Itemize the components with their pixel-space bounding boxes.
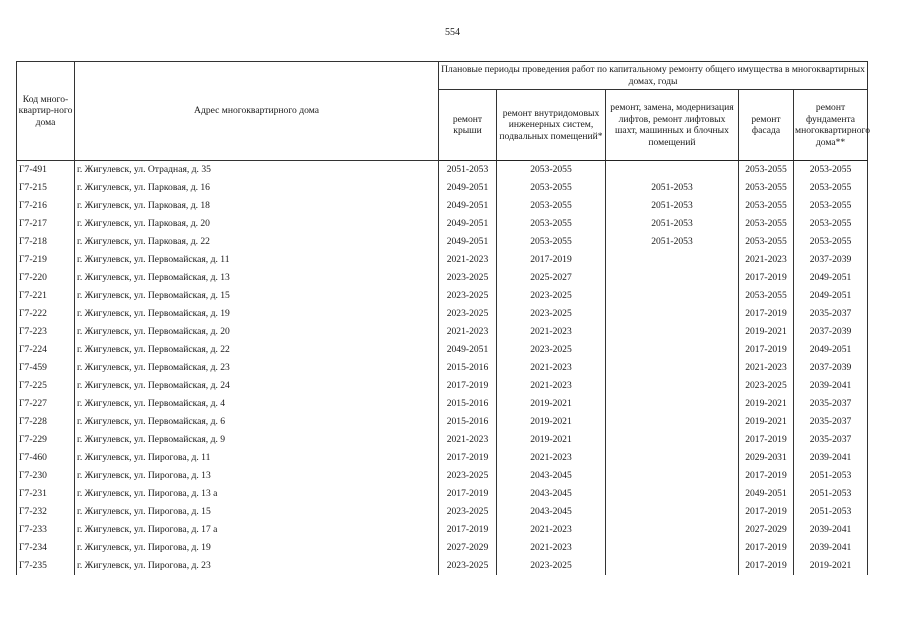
cell-foundation: 2049-2051 xyxy=(794,287,868,305)
cell-facade: 2021-2023 xyxy=(739,251,794,269)
cell-facade: 2017-2019 xyxy=(739,503,794,521)
cell-address: г. Жигулевск, ул. Парковая, д. 22 xyxy=(75,233,439,251)
cell-code: Г7-218 xyxy=(17,233,75,251)
cell-roof: 2017-2019 xyxy=(439,485,497,503)
cell-address: г. Жигулевск, ул. Отрадная, д. 35 xyxy=(75,161,439,180)
table-body xyxy=(17,161,868,576)
header-planned-periods: Плановые периоды проведения работ по капитальному ремонту общего имущества в многоквартирных домах, годы xyxy=(439,62,868,90)
table-row xyxy=(17,395,868,413)
cell-elevators xyxy=(606,341,739,359)
cell-facade: 2017-2019 xyxy=(739,557,794,575)
cell-elevators xyxy=(606,413,739,431)
table-row xyxy=(17,557,868,575)
cell-facade: 2017-2019 xyxy=(739,269,794,287)
cell-address: г. Жигулевск, ул. Пирогова, д. 13 xyxy=(75,467,439,485)
cell-engineering: 2023-2025 xyxy=(497,557,606,575)
cell-code: Г7-233 xyxy=(17,521,75,539)
cell-address: г. Жигулевск, ул. Первомайская, д. 4 xyxy=(75,395,439,413)
cell-elevators xyxy=(606,521,739,539)
cell-foundation: 2037-2039 xyxy=(794,251,868,269)
cell-code: Г7-223 xyxy=(17,323,75,341)
cell-engineering: 2053-2055 xyxy=(497,233,606,251)
table-row xyxy=(17,521,868,539)
cell-code: Г7-460 xyxy=(17,449,75,467)
cell-elevators xyxy=(606,323,739,341)
cell-code: Г7-217 xyxy=(17,215,75,233)
cell-facade: 2023-2025 xyxy=(739,377,794,395)
table-row xyxy=(17,377,868,395)
table-row xyxy=(17,233,868,251)
table-row xyxy=(17,431,868,449)
cell-engineering: 2043-2045 xyxy=(497,467,606,485)
cell-address: г. Жигулевск, ул. Пирогова, д. 15 xyxy=(75,503,439,521)
cell-roof: 2023-2025 xyxy=(439,287,497,305)
cell-engineering: 2021-2023 xyxy=(497,539,606,557)
cell-engineering: 2053-2055 xyxy=(497,197,606,215)
cell-code: Г7-235 xyxy=(17,557,75,575)
table-row xyxy=(17,323,868,341)
cell-foundation: 2049-2051 xyxy=(794,341,868,359)
cell-address: г. Жигулевск, ул. Первомайская, д. 20 xyxy=(75,323,439,341)
cell-address: г. Жигулевск, ул. Первомайская, д. 19 xyxy=(75,305,439,323)
cell-roof: 2017-2019 xyxy=(439,521,497,539)
cell-address: г. Жигулевск, ул. Первомайская, д. 13 xyxy=(75,269,439,287)
cell-elevators xyxy=(606,377,739,395)
cell-roof: 2015-2016 xyxy=(439,359,497,377)
table-row xyxy=(17,305,868,323)
cell-elevators xyxy=(606,485,739,503)
cell-foundation: 2051-2053 xyxy=(794,485,868,503)
header-foundation: ремонт фундамента многоквартирного дома** xyxy=(794,90,868,161)
cell-elevators xyxy=(606,449,739,467)
cell-elevators: 2051-2053 xyxy=(606,197,739,215)
cell-engineering: 2019-2021 xyxy=(497,413,606,431)
table-row xyxy=(17,341,868,359)
cell-elevators xyxy=(606,305,739,323)
cell-roof: 2049-2051 xyxy=(439,197,497,215)
table-row xyxy=(17,413,868,431)
cell-address: г. Жигулевск, ул. Пирогова, д. 17 а xyxy=(75,521,439,539)
cell-elevators xyxy=(606,395,739,413)
cell-roof: 2023-2025 xyxy=(439,557,497,575)
table-row xyxy=(17,161,868,180)
cell-foundation: 2053-2055 xyxy=(794,161,868,180)
cell-facade: 2019-2021 xyxy=(739,413,794,431)
cell-code: Г7-232 xyxy=(17,503,75,521)
cell-code: Г7-216 xyxy=(17,197,75,215)
cell-facade: 2017-2019 xyxy=(739,539,794,557)
cell-address: г. Жигулевск, ул. Пирогова, д. 11 xyxy=(75,449,439,467)
header-elevators: ремонт, замена, модернизация лифтов, ремонт лифтовых шахт, машинных и блочных помещений xyxy=(606,90,739,161)
cell-foundation: 2019-2021 xyxy=(794,557,868,575)
cell-foundation: 2035-2037 xyxy=(794,413,868,431)
cell-engineering: 2053-2055 xyxy=(497,215,606,233)
cell-code: Г7-234 xyxy=(17,539,75,557)
table-row xyxy=(17,449,868,467)
cell-elevators xyxy=(606,467,739,485)
cell-engineering: 2021-2023 xyxy=(497,521,606,539)
cell-elevators xyxy=(606,269,739,287)
header-facade: ремонт фасада xyxy=(739,90,794,161)
cell-code: Г7-491 xyxy=(17,161,75,180)
cell-engineering: 2023-2025 xyxy=(497,287,606,305)
table-row xyxy=(17,539,868,557)
cell-foundation: 2051-2053 xyxy=(794,503,868,521)
cell-code: Г7-224 xyxy=(17,341,75,359)
cell-foundation: 2039-2041 xyxy=(794,539,868,557)
cell-elevators xyxy=(606,431,739,449)
table-row xyxy=(17,197,868,215)
cell-roof: 2027-2029 xyxy=(439,539,497,557)
table-row xyxy=(17,467,868,485)
cell-roof: 2051-2053 xyxy=(439,161,497,180)
table-row xyxy=(17,503,868,521)
cell-engineering: 2021-2023 xyxy=(497,359,606,377)
cell-address: г. Жигулевск, ул. Пирогова, д. 23 xyxy=(75,557,439,575)
cell-facade: 2053-2055 xyxy=(739,197,794,215)
cell-code: Г7-220 xyxy=(17,269,75,287)
cell-code: Г7-228 xyxy=(17,413,75,431)
cell-facade: 2019-2021 xyxy=(739,323,794,341)
cell-elevators xyxy=(606,287,739,305)
cell-address: г. Жигулевск, ул. Первомайская, д. 11 xyxy=(75,251,439,269)
cell-engineering: 2017-2019 xyxy=(497,251,606,269)
cell-foundation: 2039-2041 xyxy=(794,449,868,467)
cell-foundation: 2053-2055 xyxy=(794,215,868,233)
cell-roof: 2049-2051 xyxy=(439,179,497,197)
table-row xyxy=(17,215,868,233)
cell-foundation: 2039-2041 xyxy=(794,377,868,395)
cell-facade: 2053-2055 xyxy=(739,179,794,197)
cell-facade: 2019-2021 xyxy=(739,395,794,413)
cell-code: Г7-459 xyxy=(17,359,75,377)
capital-repair-table xyxy=(16,61,871,575)
cell-code: Г7-215 xyxy=(17,179,75,197)
cell-roof: 2049-2051 xyxy=(439,233,497,251)
cell-code: Г7-230 xyxy=(17,467,75,485)
cell-address: г. Жигулевск, ул. Парковая, д. 16 xyxy=(75,179,439,197)
cell-facade: 2029-2031 xyxy=(739,449,794,467)
cell-foundation: 2035-2037 xyxy=(794,431,868,449)
cell-facade: 2017-2019 xyxy=(739,305,794,323)
cell-elevators xyxy=(606,503,739,521)
cell-engineering: 2021-2023 xyxy=(497,323,606,341)
cell-facade: 2053-2055 xyxy=(739,233,794,251)
cell-roof: 2021-2023 xyxy=(439,431,497,449)
cell-engineering: 2053-2055 xyxy=(497,179,606,197)
cell-engineering: 2021-2023 xyxy=(497,449,606,467)
cell-code: Г7-229 xyxy=(17,431,75,449)
cell-roof: 2023-2025 xyxy=(439,305,497,323)
table-row xyxy=(17,359,868,377)
cell-code: Г7-221 xyxy=(17,287,75,305)
cell-address: г. Жигулевск, ул. Первомайская, д. 24 xyxy=(75,377,439,395)
cell-engineering: 2043-2045 xyxy=(497,485,606,503)
cell-roof: 2021-2023 xyxy=(439,323,497,341)
cell-foundation: 2049-2051 xyxy=(794,269,868,287)
cell-address: г. Жигулевск, ул. Пирогова, д. 19 xyxy=(75,539,439,557)
header-code: Код много-квартир-ного дома xyxy=(17,62,75,161)
cell-facade: 2053-2055 xyxy=(739,287,794,305)
cell-foundation: 2053-2055 xyxy=(794,233,868,251)
cell-roof: 2023-2025 xyxy=(439,467,497,485)
cell-facade: 2027-2029 xyxy=(739,521,794,539)
table-row xyxy=(17,179,868,197)
cell-elevators: 2051-2053 xyxy=(606,179,739,197)
cell-elevators: 2051-2053 xyxy=(606,215,739,233)
page-number: 554 xyxy=(445,27,460,38)
cell-foundation: 2039-2041 xyxy=(794,521,868,539)
cell-engineering: 2019-2021 xyxy=(497,431,606,449)
cell-elevators xyxy=(606,557,739,575)
cell-roof: 2023-2025 xyxy=(439,269,497,287)
cell-engineering: 2053-2055 xyxy=(497,161,606,180)
cell-engineering: 2025-2027 xyxy=(497,269,606,287)
cell-address: г. Жигулевск, ул. Парковая, д. 20 xyxy=(75,215,439,233)
cell-elevators xyxy=(606,251,739,269)
table-row xyxy=(17,269,868,287)
cell-foundation: 2051-2053 xyxy=(794,467,868,485)
cell-address: г. Жигулевск, ул. Первомайская, д. 22 xyxy=(75,341,439,359)
cell-elevators xyxy=(606,359,739,377)
header-address: Адрес многоквартирного дома xyxy=(75,62,439,161)
cell-code: Г7-227 xyxy=(17,395,75,413)
cell-facade: 2049-2051 xyxy=(739,485,794,503)
table-row xyxy=(17,287,868,305)
cell-foundation: 2053-2055 xyxy=(794,197,868,215)
cell-facade: 2053-2055 xyxy=(739,161,794,180)
cell-facade: 2021-2023 xyxy=(739,359,794,377)
cell-address: г. Жигулевск, ул. Парковая, д. 18 xyxy=(75,197,439,215)
cell-engineering: 2019-2021 xyxy=(497,395,606,413)
cell-foundation: 2053-2055 xyxy=(794,179,868,197)
cell-roof: 2049-2051 xyxy=(439,341,497,359)
cell-foundation: 2037-2039 xyxy=(794,323,868,341)
cell-address: г. Жигулевск, ул. Первомайская, д. 23 xyxy=(75,359,439,377)
cell-facade: 2053-2055 xyxy=(739,215,794,233)
cell-engineering: 2023-2025 xyxy=(497,305,606,323)
cell-roof: 2049-2051 xyxy=(439,215,497,233)
cell-roof: 2023-2025 xyxy=(439,503,497,521)
cell-foundation: 2037-2039 xyxy=(794,359,868,377)
cell-roof: 2015-2016 xyxy=(439,413,497,431)
cell-address: г. Жигулевск, ул. Первомайская, д. 9 xyxy=(75,431,439,449)
cell-facade: 2017-2019 xyxy=(739,467,794,485)
cell-engineering: 2023-2025 xyxy=(497,341,606,359)
cell-roof: 2015-2016 xyxy=(439,395,497,413)
cell-elevators: 2051-2053 xyxy=(606,233,739,251)
cell-roof: 2017-2019 xyxy=(439,449,497,467)
cell-elevators xyxy=(606,161,739,180)
table-row xyxy=(17,251,868,269)
cell-elevators xyxy=(606,539,739,557)
header-roof: ремонт крыши xyxy=(439,90,497,161)
header-engineering: ремонт внутридомовых инженерных систем, подвальных помещений* xyxy=(497,90,606,161)
cell-address: г. Жигулевск, ул. Первомайская, д. 15 xyxy=(75,287,439,305)
cell-code: Г7-231 xyxy=(17,485,75,503)
cell-roof: 2017-2019 xyxy=(439,377,497,395)
cell-engineering: 2021-2023 xyxy=(497,377,606,395)
cell-foundation: 2035-2037 xyxy=(794,305,868,323)
cell-engineering: 2043-2045 xyxy=(497,503,606,521)
cell-facade: 2017-2019 xyxy=(739,431,794,449)
cell-address: г. Жигулевск, ул. Пирогова, д. 13 а xyxy=(75,485,439,503)
cell-roof: 2021-2023 xyxy=(439,251,497,269)
cell-code: Г7-225 xyxy=(17,377,75,395)
cell-code: Г7-219 xyxy=(17,251,75,269)
cell-address: г. Жигулевск, ул. Первомайская, д. 6 xyxy=(75,413,439,431)
cell-code: Г7-222 xyxy=(17,305,75,323)
cell-facade: 2017-2019 xyxy=(739,341,794,359)
table-row xyxy=(17,485,868,503)
cell-foundation: 2035-2037 xyxy=(794,395,868,413)
